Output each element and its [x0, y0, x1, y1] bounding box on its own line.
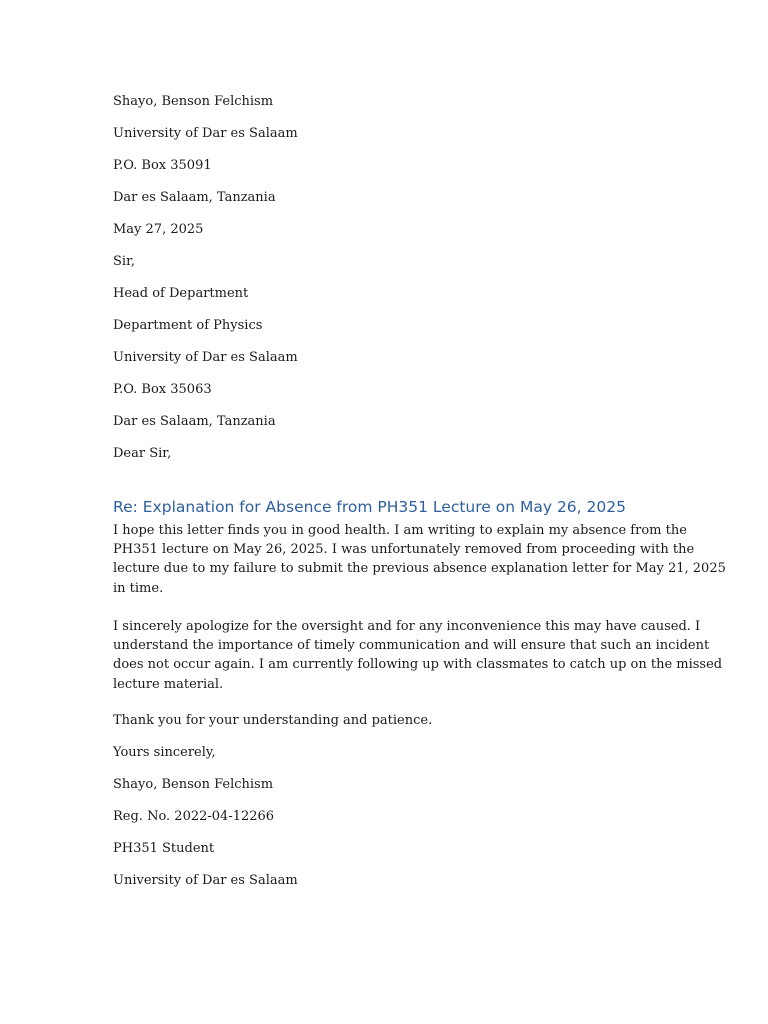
recipient-po-box: P.O. Box 35063: [113, 382, 212, 397]
body-paragraph-1: [113, 521, 726, 598]
recipient-department: Department of Physics: [113, 318, 263, 333]
greeting: Dear Sir,: [113, 446, 172, 461]
signature-name: Shayo, Benson Felchism: [113, 777, 274, 792]
body-paragraph-3: Thank you for your understanding and patience.: [113, 713, 433, 728]
paragraph-line: I sincerely apologize for the oversight and for any inconvenience this may have caused. I: [113, 619, 701, 634]
paragraph-line: lecture due to my failure to submit the previous absence explanation letter for May 21, 2025: [113, 561, 726, 577]
sender-institution: University of Dar es Salaam: [113, 126, 298, 141]
paragraph-line: I hope this letter finds you in good health. I am writing to explain my absence from the: [113, 523, 687, 538]
sender-name: Shayo, Benson Felchism: [113, 94, 274, 109]
signature-institution: University of Dar es Salaam: [113, 873, 298, 888]
closing: Yours sincerely,: [113, 745, 216, 760]
paragraph-line: understand the importance of timely communication and will ensure that such an incident: [113, 638, 710, 654]
recipient-institution: University of Dar es Salaam: [113, 350, 298, 365]
sender-po-box: P.O. Box 35091: [113, 158, 212, 173]
recipient-title: Head of Department: [113, 286, 249, 301]
paragraph-line: in time.: [113, 580, 164, 596]
signature-role: PH351 Student: [113, 841, 215, 856]
top-salutation: Sir,: [113, 254, 135, 269]
paragraph-line: PH351 lecture on May 26, 2025. I was unfortunately removed from proceeding with the: [113, 542, 695, 558]
letter-date: May 27, 2025: [113, 222, 204, 237]
sender-city: Dar es Salaam, Tanzania: [113, 190, 276, 205]
body-paragraph-2: [113, 617, 723, 694]
subject-heading: Re: Explanation for Absence from PH351 Lecture on May 26, 2025: [113, 498, 626, 516]
recipient-city: Dar es Salaam, Tanzania: [113, 414, 276, 429]
paragraph-line: lecture material.: [113, 676, 224, 692]
signature-reg-no: Reg. No. 2022-04-12266: [113, 809, 275, 824]
paragraph-line: does not occur again. I am currently following up with classmates to catch up on the missed: [113, 657, 723, 673]
